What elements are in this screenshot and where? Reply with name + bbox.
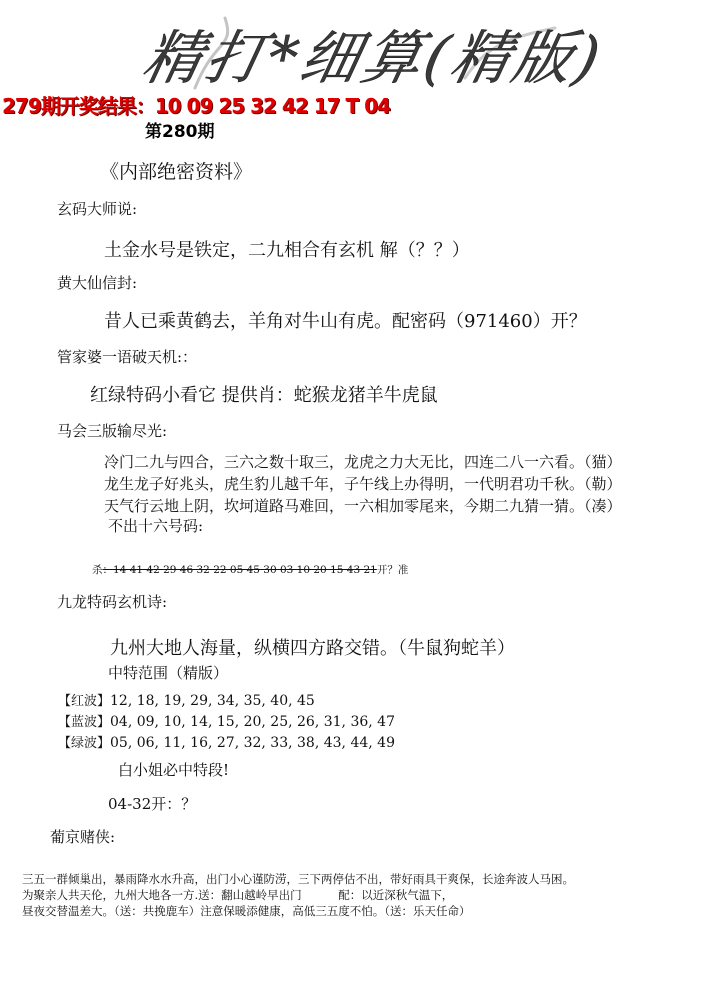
xuanma-text: 土金水号是铁定，二九相合有玄机 解（？？） xyxy=(104,240,470,261)
pujing-label: 葡京赌侠: xyxy=(50,828,116,846)
guanjia-label: 管家婆一语破天机:： xyxy=(57,348,198,366)
range-label: 中特范围（精版） xyxy=(108,664,229,682)
pujing-poem xyxy=(22,871,574,919)
doc-title: 《内部绝密资料》 xyxy=(100,161,253,183)
green-wave-row xyxy=(58,732,395,751)
red-wave-row xyxy=(58,690,315,709)
segment-text: 04-32开：？ xyxy=(108,795,197,813)
green-wave-numbers: 05, 06, 11, 16, 27, 32, 33, 38, 43, 44, 49 xyxy=(110,735,395,751)
blue-wave-numbers: 04, 09, 10, 14, 15, 20, 25, 26, 31, 36, 47 xyxy=(110,714,395,730)
mahui-line: 冷门二九与四合，三六之数十取三，龙虎之力大无比，四连二八一六看。（猫） xyxy=(104,453,622,471)
blue-wave-row xyxy=(58,711,395,730)
pujing-line: 昼夜交替温差大。（送：共挽鹿车）注意保暖添健康，高低三五度不怕。（送：乐天任命） xyxy=(22,904,471,918)
huang-label: 黄大仙信封: xyxy=(57,274,138,292)
banner-text: 精打*细算(精版) xyxy=(137,24,610,92)
issue-number: 第280期 xyxy=(145,122,215,142)
jiulong-label: 九龙特码玄机诗: xyxy=(57,593,168,611)
guanjia-text: 红绿特码小看它 提供肖：蛇猴龙猪羊牛虎鼠 xyxy=(90,385,438,406)
blue-wave-tag: 【蓝波】 xyxy=(58,715,111,730)
mahui-poem xyxy=(104,451,622,517)
red-wave-numbers: 12, 18, 19, 29, 34, 35, 40, 45 xyxy=(110,693,315,709)
mahui-line: 天气行云地上阴，坎坷道路马难回，一六相加零尾来，今期二九猜一猜。（凑） xyxy=(104,497,622,515)
huang-text: 昔人已乘黄鹤去，羊角对牛山有虎。配密码（971460）开？ xyxy=(104,311,587,332)
kill-prefix: 杀 xyxy=(92,564,103,576)
banner-calligraphy xyxy=(137,8,610,98)
pujing-line: 为聚亲人共天伦，九州大地各一方.送：翻山越岭早出门 配：以近深秋气温下， xyxy=(22,888,454,902)
green-wave-tag: 【绿波】 xyxy=(58,736,111,751)
previous-result: 279期开奖结果：10 09 25 32 42 17 T 04 xyxy=(2,94,390,118)
jiulong-text: 九州大地人海量，纵横四方路交错。（牛鼠狗蛇羊） xyxy=(110,638,515,659)
kill-number-list: ：14 41 42 29 46 32 22 05 45 30 03 10 20 15 43 21 xyxy=(102,564,377,576)
not-out-label: 不出十六号码: xyxy=(108,517,204,535)
mahui-label: 马会三版输尽光: xyxy=(57,422,168,440)
pujing-line: 三五一群倾巢出，暴雨降水水升高，出门小心谨防涝，三下两停估不出，带好雨具干爽保，长途奔波人马困。 xyxy=(22,872,574,886)
red-wave-tag: 【红波】 xyxy=(58,694,111,709)
kill-suffix: 开？准 xyxy=(376,564,409,576)
kill-numbers xyxy=(92,562,408,577)
xuanma-label: 玄码大师说: xyxy=(57,200,138,218)
baixiaojie-text: 白小姐必中特段! xyxy=(118,761,230,779)
mahui-line: 龙生龙子好兆头，虎生豹儿越千年，子午线上办得明，一代明君功千秋。（勒） xyxy=(104,475,622,493)
